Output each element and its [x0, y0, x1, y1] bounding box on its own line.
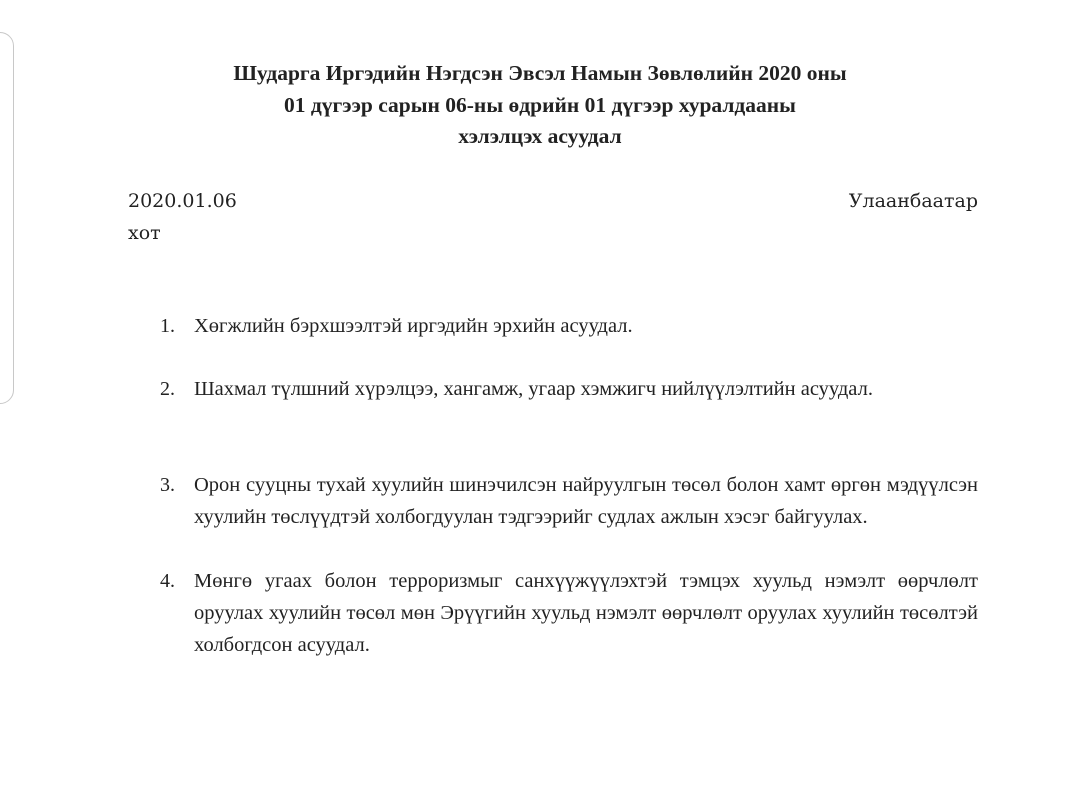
- document-location: Улаанбаатар: [848, 190, 978, 212]
- title-line-1: Шударга Иргэдийн Нэгдсэн Эвсэл Намын Зөвлөлийн 2020 оны: [233, 61, 847, 85]
- document-location-suffix: хот: [128, 222, 161, 244]
- title-line-3: хэлэлцэх асуудал: [458, 124, 622, 148]
- title-line-2: 01 дүгээр сарын 06-ны өдрийн 01 дүгээр хуралдааны: [284, 92, 796, 117]
- agenda-item-number: 3.: [160, 474, 175, 496]
- document-title: [0, 58, 1080, 153]
- agenda-item-number: 2.: [160, 378, 175, 400]
- agenda-item-text: Орон сууцны тухай хуулийн шинэчилсэн найруулгын төсөл болон хамт өргөн мэдүүлсэн хуулийн төслүүдтэй холбогдуулан тэдгээрийг судлах ажлын хэсэг байгуулах.: [194, 474, 978, 528]
- agenda-item-text: Хөгжлийн бэрхшээлтэй иргэдийн эрхийн асуудал.: [194, 315, 633, 337]
- agenda-item-number: 4.: [160, 570, 175, 592]
- agenda-item-text: Мөнгө угаах болон терроризмыг санхүүжүүлэхтэй тэмцэх хуульд нэмэлт өөрчлөлт оруулах хуулийн төсөл мөн Эрүүгийн хуульд нэмэлт өөрчлөлт оруулах хуулийн төсөлтэй холбогдсон асуудал.: [194, 570, 978, 656]
- document-date: 2020.01.06: [128, 190, 237, 212]
- agenda-item-number: 1.: [160, 315, 175, 337]
- agenda-item-text: Шахмал түлшний хүрэлцээ, хангамж, угаар хэмжигч нийлүүлэлтийн асуудал.: [194, 378, 873, 400]
